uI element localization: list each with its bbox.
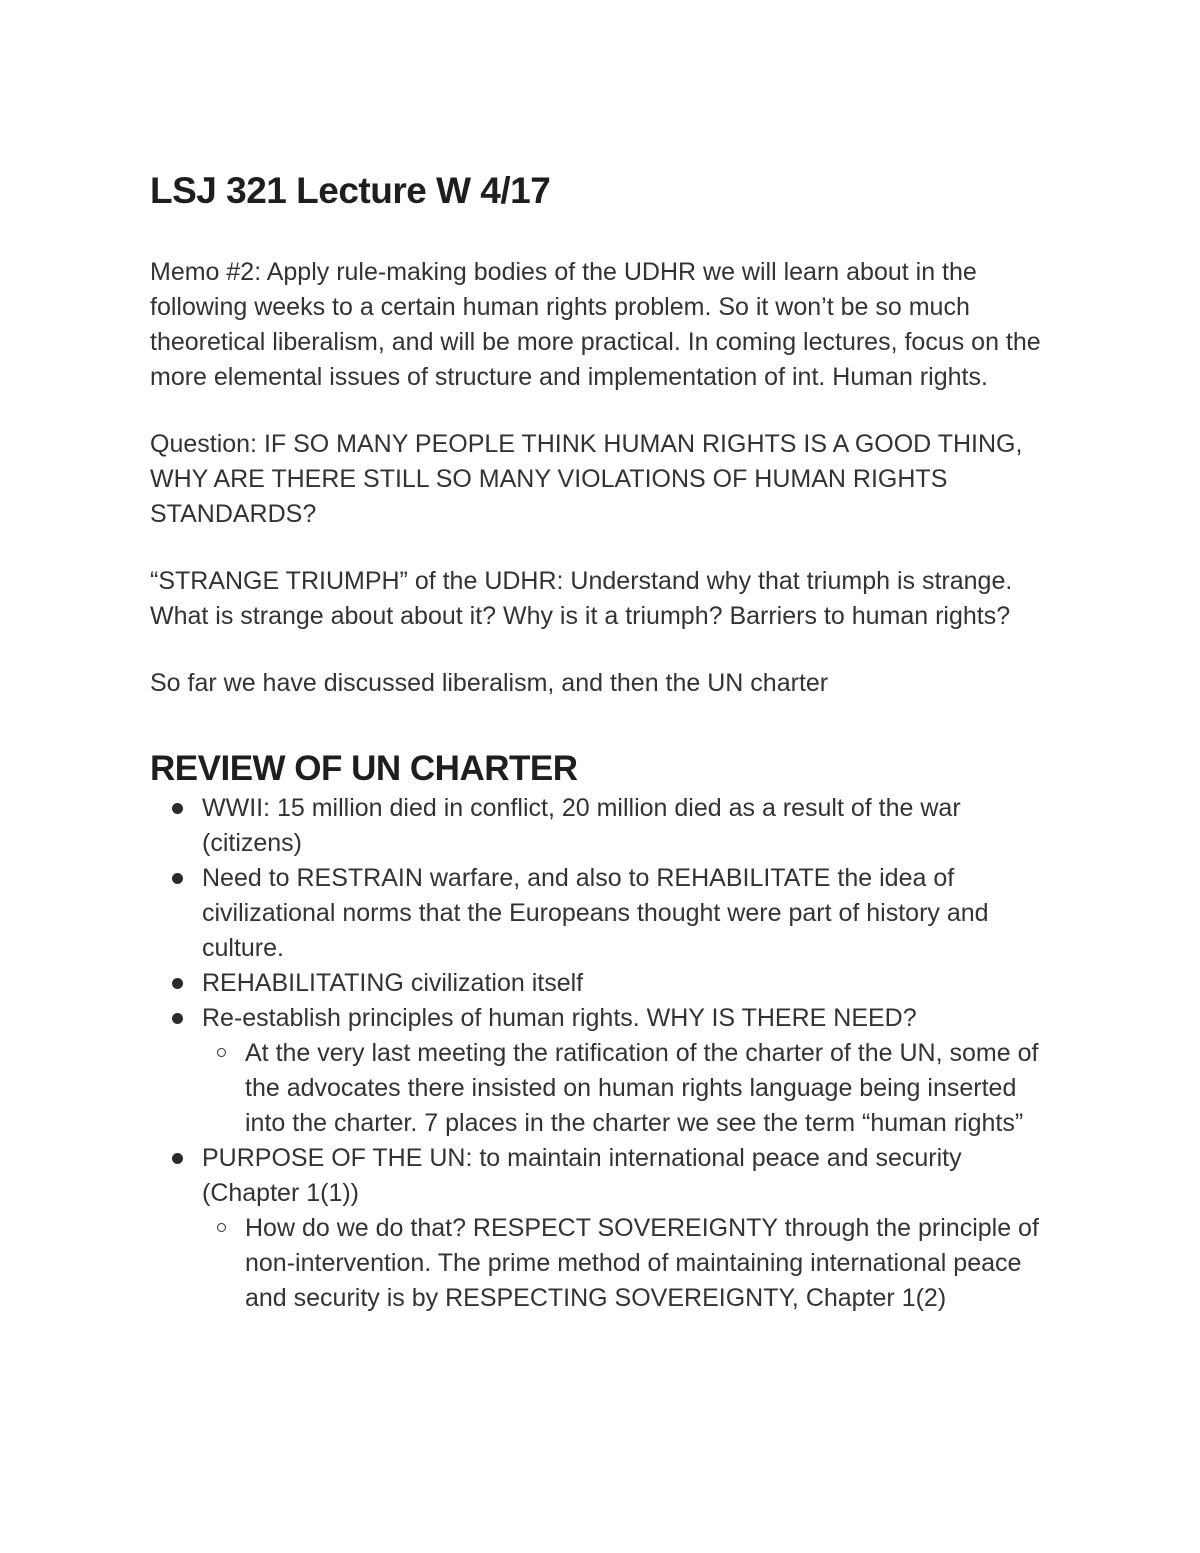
list-item	[150, 966, 1050, 1001]
hollow-bullet-icon	[217, 1223, 226, 1232]
document-page	[150, 165, 1050, 1316]
list-item-text: Re-establish principles of human rights. WHY IS THERE NEED?	[202, 1004, 917, 1032]
sub-list	[202, 1211, 1050, 1316]
bullet-icon	[172, 803, 183, 814]
document-title: LSJ 321 Lecture W 4/17	[150, 170, 551, 211]
sub-list-item	[202, 1211, 1050, 1316]
list-item	[150, 861, 1050, 966]
list-item-text: PURPOSE OF THE UN: to maintain international peace and security (Chapter 1(1))	[202, 1144, 962, 1207]
list-item	[150, 1001, 1050, 1141]
list-item-text: WWII: 15 million died in conflict, 20 million died as a result of the war (citizens)	[202, 794, 961, 857]
strange-triumph-paragraph: “STRANGE TRIUMPH” of the UDHR: Understand why that triumph is strange. What is strange about about it? Why is it a triumph? Barriers to human rights?	[150, 567, 1013, 630]
hollow-bullet-icon	[217, 1048, 226, 1057]
memo-paragraph: Memo #2: Apply rule-making bodies of the UDHR we will learn about in the following weeks to a certain human rights problem. So it won’t be so much theoretical liberalism, and will be more practical. In coming lectures, focus on the more elemental issues of structure and implementation of int. Human rights.	[150, 258, 1041, 391]
sub-list-item-text: At the very last meeting the ratification of the charter of the UN, some of the advocates there insisted on human rights language being inserted into the charter. 7 places in the charter we see the term “human rights”	[245, 1039, 1039, 1137]
bullet-icon	[172, 873, 183, 884]
list-item-text: REHABILITATING civilization itself	[202, 969, 584, 997]
list-item	[150, 791, 1050, 861]
bullet-list	[150, 791, 1050, 1316]
list-item	[150, 1141, 1050, 1316]
list-item-text: Need to RESTRAIN warfare, and also to REHABILITATE the idea of civilizational norms that the Europeans thought were part of history and culture.	[202, 864, 989, 962]
sub-list-item-text: How do we do that? RESPECT SOVEREIGNTY through the principle of non-intervention. The prime method of maintaining international peace and security is by RESPECTING SOVEREIGNTY, Chapter 1(2)	[245, 1214, 1039, 1312]
sub-list	[202, 1036, 1050, 1141]
bullet-icon	[172, 978, 183, 989]
so-far-paragraph: So far we have discussed liberalism, and then the UN charter	[150, 669, 829, 697]
bullet-icon	[172, 1153, 183, 1164]
sub-list-item	[202, 1036, 1050, 1141]
section-heading: REVIEW OF UN CHARTER	[150, 749, 578, 788]
bullet-icon	[172, 1013, 183, 1024]
question-paragraph: Question: IF SO MANY PEOPLE THINK HUMAN RIGHTS IS A GOOD THING, WHY ARE THERE STILL SO MANY VIOLATIONS OF HUMAN RIGHTS STANDARDS?	[150, 430, 1023, 528]
